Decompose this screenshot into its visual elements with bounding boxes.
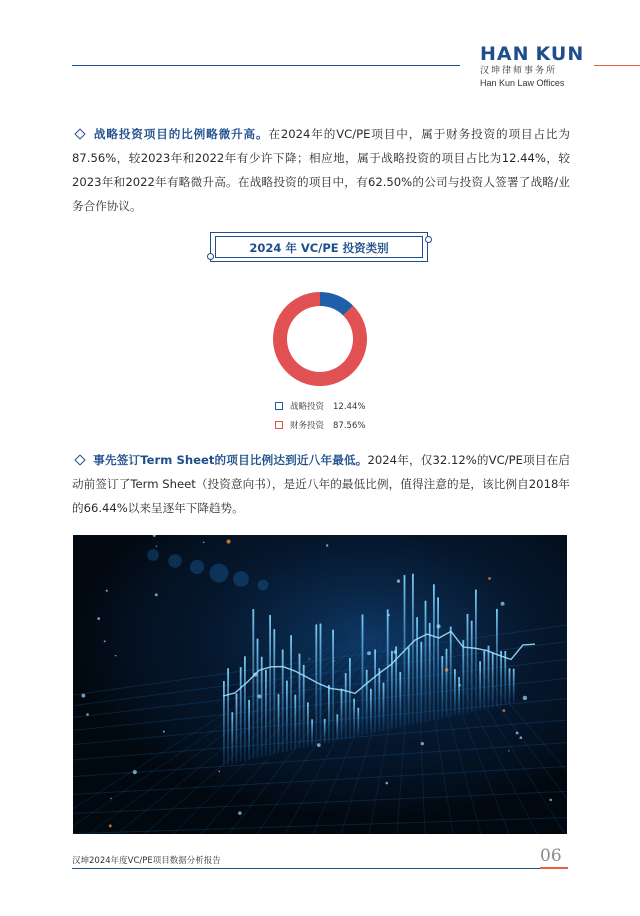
paragraph-body: 在2024年的VC/PE项目中，属于财务投资的项目占比为87.56%，较2023年和2022年有少许下降；相应地，属于战略投资的项目占比为12.44%，较2023年和2022年有略微升高。在战略投资的项目中，有62.50%的公司与投资人签署了战略/业务合作协议。 <box>72 127 570 213</box>
chart-bar <box>492 653 494 708</box>
light-dot <box>421 742 424 745</box>
chart-title: 2024 年 VC/PE 投资类别 <box>249 241 389 255</box>
chart-bar <box>496 609 498 707</box>
bokeh-dot <box>168 554 181 567</box>
light-dot <box>503 709 506 712</box>
light-dot <box>458 684 461 687</box>
chart-bar <box>378 668 380 731</box>
bokeh-dot <box>233 571 249 587</box>
light-dot <box>97 617 100 620</box>
light-dot <box>367 651 371 655</box>
chart-bar <box>399 672 401 727</box>
chart-bar <box>425 601 427 722</box>
light-dot <box>238 811 241 814</box>
chart-bar <box>408 647 410 725</box>
chart-legend <box>275 400 365 438</box>
chart-bar <box>467 614 469 713</box>
chart-bar <box>462 640 464 713</box>
light-dot <box>501 602 505 606</box>
legend-value: 12.44% <box>333 402 366 412</box>
legend-label: 财务投资 <box>290 421 325 431</box>
chart-bar <box>341 689 343 740</box>
footer-report-title: 汉坤2024年度VC/PE项目数据分析报告 <box>72 856 221 866</box>
chart-bar <box>231 712 233 763</box>
logo-wordmark: HAN KUN <box>480 43 585 65</box>
logo-english-name: Han Kun Law Offices <box>480 78 565 88</box>
chart-bar <box>475 590 477 711</box>
chart-bar <box>416 617 418 723</box>
term-sheet-paragraph <box>72 448 570 520</box>
chart-bar <box>513 669 515 703</box>
footer-accent-rule <box>540 867 568 869</box>
chart-bar <box>366 670 368 735</box>
chart-bar <box>387 610 389 730</box>
light-dot <box>388 614 390 616</box>
light-dot <box>226 539 230 543</box>
paragraph-lead: 事先签订Term Sheet的项目比例达到近八年最低。 <box>93 453 368 467</box>
light-dot <box>104 640 106 642</box>
legend-item <box>275 400 365 419</box>
chart-bar <box>357 708 359 736</box>
light-dot <box>549 799 552 802</box>
chart-bar <box>324 719 326 743</box>
chart-bar <box>483 651 485 709</box>
chart-bar <box>269 615 271 755</box>
light-dot <box>385 782 388 785</box>
legend-swatch-strategic <box>275 402 283 410</box>
chart-bar <box>433 584 435 720</box>
chart-bar <box>336 714 338 740</box>
chart-bar <box>362 615 364 736</box>
chart-bar <box>307 702 309 747</box>
han-kun-logo <box>480 44 590 89</box>
light-dot <box>523 696 527 700</box>
chart-bar <box>488 646 490 709</box>
light-dot <box>488 577 491 580</box>
legend-item <box>275 419 365 438</box>
chart-bar <box>504 651 506 705</box>
chart-bar <box>420 642 422 723</box>
header-rule <box>72 65 460 66</box>
frame-corner-dot-icon <box>207 253 214 260</box>
chart-bar <box>261 657 263 757</box>
light-dot <box>133 770 137 774</box>
light-dot <box>253 672 257 676</box>
chart-bar <box>311 719 313 746</box>
legend-swatch-financial <box>275 421 283 429</box>
light-dot <box>516 732 519 735</box>
footer-rule <box>72 868 540 869</box>
chart-bar <box>244 656 246 760</box>
strategic-investment-paragraph <box>72 122 570 218</box>
chart-bar <box>429 623 431 721</box>
chart-bar <box>290 635 292 750</box>
light-dot <box>519 736 522 739</box>
chart-bar <box>458 677 460 715</box>
legend-label: 战略投资 <box>290 402 325 412</box>
light-dot <box>317 743 321 747</box>
chart-bar <box>223 681 225 765</box>
chart-bar <box>446 649 448 718</box>
chart-bar <box>252 609 254 759</box>
bullet-diamond-icon <box>74 128 85 139</box>
chart-bar <box>374 649 376 732</box>
light-dot <box>309 658 310 659</box>
bokeh-dot <box>190 560 204 574</box>
chart-bar <box>299 654 301 749</box>
chart-bar <box>278 694 280 753</box>
chart-bar <box>236 693 238 762</box>
light-dot <box>106 590 108 592</box>
chart-bar <box>248 700 250 760</box>
chart-bar <box>273 629 275 754</box>
light-dot <box>436 624 440 628</box>
chart-bar <box>500 651 502 706</box>
chart-bar <box>441 656 443 718</box>
paragraph-lead: 战略投资项目的比例略微升高。 <box>93 127 269 141</box>
bokeh-dot <box>147 549 159 561</box>
chart-bar <box>294 695 296 750</box>
chart-bar <box>282 649 284 752</box>
light-dot <box>86 713 89 716</box>
light-dot <box>333 660 335 662</box>
chart-bar <box>353 699 355 737</box>
light-dot <box>397 579 400 582</box>
chart-bar <box>328 685 330 742</box>
light-dot <box>109 824 112 827</box>
logo-chinese-name: 汉坤律师事务所 <box>480 66 558 76</box>
chart-bar <box>471 621 473 712</box>
paragraph-body: 2024年，仅32.12%的VC/PE项目在启动前签订了Term Sheet（投资意向书），是近八年的最低比例，值得注意的是，该比例自2018年的66.44%以来呈逐年下降趋势。 <box>72 453 570 515</box>
light-dot <box>445 668 449 672</box>
chart-bar <box>454 669 456 715</box>
page-number: 06 <box>540 846 562 866</box>
financial-data-visualization-image <box>73 535 567 834</box>
light-dot <box>110 798 111 799</box>
light-dot <box>163 731 165 733</box>
chart-bar <box>227 668 229 764</box>
light-dot <box>203 541 205 543</box>
chart-bar <box>437 597 439 719</box>
chart-bar <box>450 627 452 717</box>
chart-bar <box>265 670 267 756</box>
light-dot <box>393 650 397 654</box>
investment-category-donut-chart <box>272 291 368 387</box>
light-dot <box>156 545 157 546</box>
bokeh-dot <box>258 580 269 591</box>
legend-value: 87.56% <box>333 421 366 431</box>
light-dot <box>218 771 220 773</box>
light-dot <box>81 694 85 698</box>
light-dot <box>508 750 509 751</box>
frame-corner-dot-icon <box>425 236 432 243</box>
chart-bar <box>479 661 481 710</box>
bullet-diamond-icon <box>74 454 85 465</box>
chart-bar <box>412 574 414 725</box>
chart-bar <box>315 624 317 745</box>
light-dot <box>155 593 158 596</box>
chart-bar <box>257 639 259 758</box>
chart-bar <box>370 689 372 734</box>
chart-bar <box>509 668 511 703</box>
chart-bar <box>345 673 347 739</box>
chart-bar <box>332 630 334 742</box>
donut-slice-financial <box>273 292 367 386</box>
light-dot <box>326 544 328 546</box>
header-accent-rule <box>594 65 640 66</box>
bokeh-dot <box>210 564 229 583</box>
chart-bar <box>240 667 242 761</box>
chart-bar <box>286 681 288 752</box>
chart-title-frame <box>210 232 428 262</box>
light-dot <box>257 694 261 698</box>
chart-bar <box>383 683 385 731</box>
light-dot <box>115 655 117 657</box>
data-visualization-graphic <box>73 535 567 834</box>
chart-bar <box>349 658 351 738</box>
chart-bar <box>303 665 305 748</box>
